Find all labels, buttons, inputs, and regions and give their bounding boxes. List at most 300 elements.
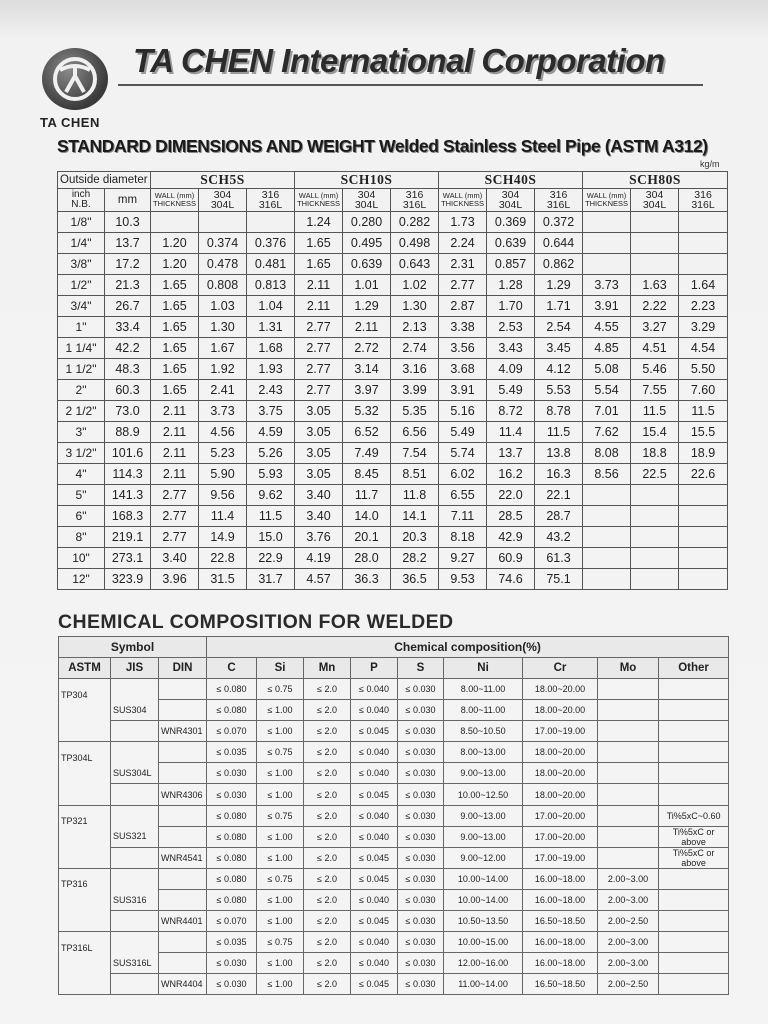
table-cell: 0.280 xyxy=(343,212,391,233)
column-header-ni: Ni xyxy=(444,658,523,679)
table-cell: 1.30 xyxy=(199,317,247,338)
table-cell: 0.374 xyxy=(199,233,247,254)
outside-diameter-cell: 101.6 xyxy=(105,443,151,464)
carbon-cell: ≤ 0.030 xyxy=(207,953,257,974)
table-cell: 2.77 xyxy=(295,338,343,359)
nominal-size-cell: 4" xyxy=(58,464,105,485)
din-cell xyxy=(159,868,207,889)
manganese-cell: ≤ 2.0 xyxy=(304,805,351,826)
carbon-cell: ≤ 0.070 xyxy=(207,911,257,932)
phosphorus-cell: ≤ 0.045 xyxy=(351,784,398,805)
outside-diameter-cell: 73.0 xyxy=(105,401,151,422)
astm-cell xyxy=(59,826,111,847)
manganese-cell: ≤ 2.0 xyxy=(304,974,351,995)
table-row xyxy=(59,826,729,847)
table-cell: 1.65 xyxy=(151,338,199,359)
phosphorus-cell: ≤ 0.045 xyxy=(351,847,398,868)
phosphorus-cell: ≤ 0.040 xyxy=(351,953,398,974)
table-cell: 3.45 xyxy=(535,338,583,359)
other-cell xyxy=(659,784,729,805)
din-cell: WNR4541 xyxy=(159,847,207,868)
table-cell: 1.65 xyxy=(151,296,199,317)
table-cell xyxy=(583,254,631,275)
sch10s-header: SCH10S xyxy=(295,172,439,189)
table-cell xyxy=(631,254,679,275)
table-cell: 1.67 xyxy=(199,338,247,359)
company-name: TA CHEN International Corporation xyxy=(133,42,665,79)
table-row xyxy=(58,506,728,527)
sulfur-cell: ≤ 0.030 xyxy=(398,700,444,721)
outside-diameter-cell: 17.2 xyxy=(105,254,151,275)
outside-diameter-cell: 60.3 xyxy=(105,380,151,401)
grade-304-header xyxy=(199,189,247,212)
table-cell: 1.65 xyxy=(151,359,199,380)
column-header-s: S xyxy=(398,658,444,679)
nickel-cell: 10.00~12.50 xyxy=(444,784,523,805)
outside-diameter-cell: 114.3 xyxy=(105,464,151,485)
nominal-size-cell: 2 1/2" xyxy=(58,401,105,422)
thickness-label: THICKNESS xyxy=(297,199,340,208)
table-cell: 3.91 xyxy=(583,296,631,317)
table-row xyxy=(58,548,728,569)
wall-label: WALL (mm) xyxy=(442,191,483,200)
table-cell: 0.369 xyxy=(487,212,535,233)
outside-diameter-cell: 21.3 xyxy=(105,275,151,296)
dimensions-table xyxy=(57,171,728,590)
astm-cell xyxy=(59,847,111,868)
grade-label: 304 xyxy=(645,189,664,201)
jis-cell: SUS321 xyxy=(111,826,159,847)
table-cell: 13.8 xyxy=(535,443,583,464)
nickel-cell: 10.50~13.50 xyxy=(444,911,523,932)
carbon-cell: ≤ 0.080 xyxy=(207,679,257,700)
table-cell: 18.9 xyxy=(679,443,728,464)
table-cell: 3.56 xyxy=(439,338,487,359)
table-cell: 1.70 xyxy=(487,296,535,317)
manganese-cell: ≤ 2.0 xyxy=(304,721,351,742)
astm-cell xyxy=(59,700,111,721)
outside-diameter-cell: 168.3 xyxy=(105,506,151,527)
table-cell: 5.46 xyxy=(631,359,679,380)
chromium-cell: 16.50~18.50 xyxy=(523,974,598,995)
nickel-cell: 9.00~13.00 xyxy=(444,826,523,847)
chromium-cell: 17.00~20.00 xyxy=(523,826,598,847)
silicon-cell: ≤ 0.75 xyxy=(257,679,304,700)
outside-diameter-cell: 88.9 xyxy=(105,422,151,443)
silicon-cell: ≤ 1.00 xyxy=(257,700,304,721)
table-cell: 3.75 xyxy=(247,401,295,422)
table-row xyxy=(59,721,729,742)
chromium-cell: 18.00~20.00 xyxy=(523,784,598,805)
phosphorus-cell: ≤ 0.045 xyxy=(351,721,398,742)
outside-diameter-cell: 42.2 xyxy=(105,338,151,359)
molybdenum-cell: 2.00~2.50 xyxy=(598,911,659,932)
outside-diameter-header: Outside diameter xyxy=(58,172,151,189)
din-cell: WNR4301 xyxy=(159,721,207,742)
table-cell: 8.72 xyxy=(487,401,535,422)
grade-label: 316 xyxy=(261,189,280,201)
table-cell: 1.93 xyxy=(247,359,295,380)
manganese-cell: ≤ 2.0 xyxy=(304,868,351,889)
table-cell: 8.45 xyxy=(343,464,391,485)
nickel-cell: 8.00~11.00 xyxy=(444,679,523,700)
table-cell xyxy=(247,212,295,233)
nominal-size-cell: 3/8" xyxy=(58,254,105,275)
grade-label: 304 xyxy=(357,189,376,201)
table-cell: 4.56 xyxy=(199,422,247,443)
table-cell: 0.862 xyxy=(535,254,583,275)
inch-label: inch xyxy=(71,189,91,200)
molybdenum-cell: 2.00~2.50 xyxy=(598,974,659,995)
table-cell: 4.19 xyxy=(295,548,343,569)
table-row xyxy=(59,805,729,826)
nominal-size-cell: 2" xyxy=(58,380,105,401)
table-cell: 3.05 xyxy=(295,443,343,464)
column-header-mo: Mo xyxy=(598,658,659,679)
table-cell: 2.11 xyxy=(151,464,199,485)
column-header-jis: JIS xyxy=(111,658,159,679)
sulfur-cell: ≤ 0.030 xyxy=(398,679,444,700)
chemical-title: CHEMICAL COMPOSITION FOR WELDED xyxy=(58,611,454,633)
din-cell: WNR4401 xyxy=(159,911,207,932)
table-cell: 6.02 xyxy=(439,464,487,485)
jis-cell: SUS304L xyxy=(111,763,159,784)
table-row xyxy=(58,233,728,254)
table-cell: 9.27 xyxy=(439,548,487,569)
table-cell xyxy=(199,212,247,233)
jis-cell xyxy=(111,868,159,889)
astm-cell xyxy=(59,911,111,932)
table-cell: 4.09 xyxy=(487,359,535,380)
table-cell: 2.77 xyxy=(295,359,343,380)
table-cell: 3.16 xyxy=(391,359,439,380)
table-cell: 5.93 xyxy=(247,464,295,485)
table-row xyxy=(59,763,729,784)
din-cell xyxy=(159,763,207,784)
table-cell: 11.4 xyxy=(487,422,535,443)
grade-label: 304 xyxy=(501,189,520,201)
table-row xyxy=(59,932,729,953)
other-cell xyxy=(659,974,729,995)
silicon-cell: ≤ 0.75 xyxy=(257,805,304,826)
logo-glyph-icon xyxy=(42,48,108,110)
table-cell: 15.4 xyxy=(631,422,679,443)
column-header-cr: Cr xyxy=(523,658,598,679)
outside-diameter-cell: 10.3 xyxy=(105,212,151,233)
phosphorus-cell: ≤ 0.045 xyxy=(351,868,398,889)
table-cell: 4.59 xyxy=(247,422,295,443)
grade-label-low-carbon: 316L xyxy=(258,199,283,211)
table-cell: 36.3 xyxy=(343,569,391,590)
company-logo-icon xyxy=(42,48,108,110)
table-cell: 1.65 xyxy=(295,254,343,275)
astm-cell: TP321 xyxy=(59,805,111,826)
nickel-cell: 10.00~14.00 xyxy=(444,868,523,889)
table-cell: 6.55 xyxy=(439,485,487,506)
manganese-cell: ≤ 2.0 xyxy=(304,932,351,953)
table-cell: 22.1 xyxy=(535,485,583,506)
jis-cell xyxy=(111,721,159,742)
nominal-size-cell: 12" xyxy=(58,569,105,590)
jis-cell xyxy=(111,805,159,826)
table-cell: 2.23 xyxy=(679,296,728,317)
nominal-size-cell: 1/2" xyxy=(58,275,105,296)
thickness-label: THICKNESS xyxy=(153,199,196,208)
sulfur-cell: ≤ 0.030 xyxy=(398,763,444,784)
thickness-label: THICKNESS xyxy=(585,199,628,208)
table-cell: 3.73 xyxy=(583,275,631,296)
table-cell: 5.35 xyxy=(391,401,439,422)
table-cell: 1.20 xyxy=(151,233,199,254)
molybdenum-cell xyxy=(598,763,659,784)
table-cell: 31.5 xyxy=(199,569,247,590)
chemical-header-row xyxy=(59,637,729,658)
jis-cell: SUS316L xyxy=(111,953,159,974)
nominal-size-cell: 1/4" xyxy=(58,233,105,254)
table-cell xyxy=(583,569,631,590)
nickel-cell: 12.00~16.00 xyxy=(444,953,523,974)
din-cell xyxy=(159,826,207,847)
astm-cell xyxy=(59,721,111,742)
table-row xyxy=(58,569,728,590)
silicon-cell: ≤ 1.00 xyxy=(257,974,304,995)
phosphorus-cell: ≤ 0.040 xyxy=(351,679,398,700)
table-cell: 16.2 xyxy=(487,464,535,485)
nickel-cell: 9.00~13.00 xyxy=(444,763,523,784)
table-cell: 1.71 xyxy=(535,296,583,317)
carbon-cell: ≤ 0.030 xyxy=(207,974,257,995)
table-row xyxy=(58,401,728,422)
sulfur-cell: ≤ 0.030 xyxy=(398,742,444,763)
carbon-cell: ≤ 0.080 xyxy=(207,847,257,868)
sulfur-cell: ≤ 0.030 xyxy=(398,911,444,932)
table-cell xyxy=(679,569,728,590)
chromium-cell: 17.00~20.00 xyxy=(523,805,598,826)
table-cell: 0.495 xyxy=(343,233,391,254)
nickel-cell: 10.00~15.00 xyxy=(444,932,523,953)
astm-cell: TP304 xyxy=(59,679,111,700)
table-cell: 75.1 xyxy=(535,569,583,590)
table-cell: 11.5 xyxy=(247,506,295,527)
table-cell: 0.498 xyxy=(391,233,439,254)
other-cell: Ti%5xC or above xyxy=(659,826,729,847)
dimensions-subheader-row xyxy=(58,189,728,212)
manganese-cell: ≤ 2.0 xyxy=(304,742,351,763)
table-cell: 2.22 xyxy=(631,296,679,317)
nickel-cell: 9.00~13.00 xyxy=(444,805,523,826)
chromium-cell: 16.00~18.00 xyxy=(523,953,598,974)
chromium-cell: 16.50~18.50 xyxy=(523,911,598,932)
table-cell: 3.40 xyxy=(295,506,343,527)
carbon-cell: ≤ 0.070 xyxy=(207,721,257,742)
table-cell: 0.639 xyxy=(343,254,391,275)
other-cell xyxy=(659,932,729,953)
table-cell: 1.92 xyxy=(199,359,247,380)
chromium-cell: 16.00~18.00 xyxy=(523,889,598,910)
logo-text: TA CHEN xyxy=(40,115,100,130)
manganese-cell: ≤ 2.0 xyxy=(304,911,351,932)
molybdenum-cell xyxy=(598,805,659,826)
table-cell: 7.49 xyxy=(343,443,391,464)
table-row xyxy=(58,485,728,506)
composition-header: Chemical composition(%) xyxy=(207,637,729,658)
table-cell: 4.51 xyxy=(631,338,679,359)
silicon-cell: ≤ 1.00 xyxy=(257,953,304,974)
grade-label-low-carbon: 316L xyxy=(691,199,715,211)
table-cell: 0.478 xyxy=(199,254,247,275)
column-header-other: Other xyxy=(659,658,729,679)
grade-316-header xyxy=(391,189,439,212)
sulfur-cell: ≤ 0.030 xyxy=(398,721,444,742)
nickel-cell: 8.50~10.50 xyxy=(444,721,523,742)
table-cell: 3.68 xyxy=(439,359,487,380)
other-cell xyxy=(659,911,729,932)
sulfur-cell: ≤ 0.030 xyxy=(398,974,444,995)
table-cell: 4.55 xyxy=(583,317,631,338)
table-row xyxy=(58,212,728,233)
other-cell: Ti%5xC~0.60 xyxy=(659,805,729,826)
table-cell: 43.2 xyxy=(535,527,583,548)
chromium-cell: 18.00~20.00 xyxy=(523,763,598,784)
other-cell xyxy=(659,700,729,721)
grade-label-low-carbon: 304L xyxy=(354,199,379,211)
table-cell xyxy=(583,548,631,569)
sch5s-header: SCH5S xyxy=(151,172,295,189)
table-cell: 20.1 xyxy=(343,527,391,548)
grade-label-low-carbon: 304L xyxy=(210,199,235,211)
molybdenum-cell xyxy=(598,679,659,700)
phosphorus-cell: ≤ 0.040 xyxy=(351,826,398,847)
chromium-cell: 16.00~18.00 xyxy=(523,932,598,953)
silicon-cell: ≤ 1.00 xyxy=(257,826,304,847)
table-cell: 3.29 xyxy=(679,317,728,338)
nominal-size-cell: 6" xyxy=(58,506,105,527)
din-cell: WNR4404 xyxy=(159,974,207,995)
carbon-cell: ≤ 0.080 xyxy=(207,700,257,721)
phosphorus-cell: ≤ 0.040 xyxy=(351,932,398,953)
grade-label: 304 xyxy=(213,189,232,201)
table-cell xyxy=(631,233,679,254)
table-cell: 2.77 xyxy=(295,317,343,338)
grade-label: 316 xyxy=(549,189,568,201)
table-cell: 4.54 xyxy=(679,338,728,359)
chromium-cell: 18.00~20.00 xyxy=(523,679,598,700)
sulfur-cell: ≤ 0.030 xyxy=(398,805,444,826)
table-cell xyxy=(583,506,631,527)
table-cell: 5.50 xyxy=(679,359,728,380)
other-cell xyxy=(659,742,729,763)
astm-cell: TP316 xyxy=(59,868,111,889)
table-cell: 2.11 xyxy=(295,296,343,317)
phosphorus-cell: ≤ 0.040 xyxy=(351,763,398,784)
table-cell: 28.5 xyxy=(487,506,535,527)
nominal-size-cell: 8" xyxy=(58,527,105,548)
table-cell: 74.6 xyxy=(487,569,535,590)
table-row xyxy=(59,742,729,763)
table-cell xyxy=(631,506,679,527)
table-cell: 5.08 xyxy=(583,359,631,380)
table-cell: 7.60 xyxy=(679,380,728,401)
carbon-cell: ≤ 0.080 xyxy=(207,805,257,826)
manganese-cell: ≤ 2.0 xyxy=(304,953,351,974)
inch-nb-header xyxy=(58,189,105,212)
table-cell: 3.05 xyxy=(295,464,343,485)
manganese-cell: ≤ 2.0 xyxy=(304,826,351,847)
table-cell: 3.96 xyxy=(151,569,199,590)
silicon-cell: ≤ 0.75 xyxy=(257,742,304,763)
nominal-size-cell: 1/8" xyxy=(58,212,105,233)
grade-label: 316 xyxy=(694,189,712,201)
din-cell: WNR4306 xyxy=(159,784,207,805)
table-cell xyxy=(583,485,631,506)
phosphorus-cell: ≤ 0.040 xyxy=(351,700,398,721)
table-cell: 36.5 xyxy=(391,569,439,590)
column-header-astm: ASTM xyxy=(59,658,111,679)
table-cell: 11.5 xyxy=(679,401,728,422)
wall-label: WALL (mm) xyxy=(154,191,195,200)
column-header-mn: Mn xyxy=(304,658,351,679)
manganese-cell: ≤ 2.0 xyxy=(304,784,351,805)
nickel-cell: 10.00~14.00 xyxy=(444,889,523,910)
table-cell: 0.639 xyxy=(487,233,535,254)
table-cell: 42.9 xyxy=(487,527,535,548)
table-cell: 1.01 xyxy=(343,275,391,296)
wall-label: WALL (mm) xyxy=(586,191,627,200)
table-cell: 15.5 xyxy=(679,422,728,443)
astm-cell xyxy=(59,763,111,784)
table-cell: 9.53 xyxy=(439,569,487,590)
jis-cell xyxy=(111,974,159,995)
astm-cell xyxy=(59,974,111,995)
manganese-cell: ≤ 2.0 xyxy=(304,889,351,910)
sulfur-cell: ≤ 0.030 xyxy=(398,826,444,847)
table-cell: 14.0 xyxy=(343,506,391,527)
table-cell xyxy=(631,569,679,590)
table-cell: 5.49 xyxy=(487,380,535,401)
grade-label-low-carbon: 316L xyxy=(402,199,427,211)
nb-label: N.B. xyxy=(71,199,91,210)
thickness-label: THICKNESS xyxy=(441,199,484,208)
table-cell: 0.282 xyxy=(391,212,439,233)
table-cell: 7.55 xyxy=(631,380,679,401)
table-cell: 28.0 xyxy=(343,548,391,569)
grade-304-header xyxy=(487,189,535,212)
carbon-cell: ≤ 0.035 xyxy=(207,932,257,953)
table-cell: 28.7 xyxy=(535,506,583,527)
symbol-header: Symbol xyxy=(59,637,207,658)
table-row xyxy=(59,889,729,910)
nominal-size-cell: 1 1/4" xyxy=(58,338,105,359)
nominal-size-cell: 10" xyxy=(58,548,105,569)
table-cell xyxy=(151,212,199,233)
table-cell: 8.51 xyxy=(391,464,439,485)
table-cell: 2.31 xyxy=(439,254,487,275)
grade-label-low-carbon: 304L xyxy=(642,199,667,211)
mm-header: mm xyxy=(105,189,151,212)
table-cell: 8.18 xyxy=(439,527,487,548)
other-cell xyxy=(659,721,729,742)
outside-diameter-cell: 26.7 xyxy=(105,296,151,317)
manganese-cell: ≤ 2.0 xyxy=(304,847,351,868)
table-cell: 5.90 xyxy=(199,464,247,485)
wall-label: WALL (mm) xyxy=(298,191,339,200)
table-cell: 5.53 xyxy=(535,380,583,401)
jis-cell xyxy=(111,911,159,932)
table-cell: 60.9 xyxy=(487,548,535,569)
wall-thickness-header xyxy=(151,189,199,212)
table-cell: 3.99 xyxy=(391,380,439,401)
carbon-cell: ≤ 0.030 xyxy=(207,784,257,805)
